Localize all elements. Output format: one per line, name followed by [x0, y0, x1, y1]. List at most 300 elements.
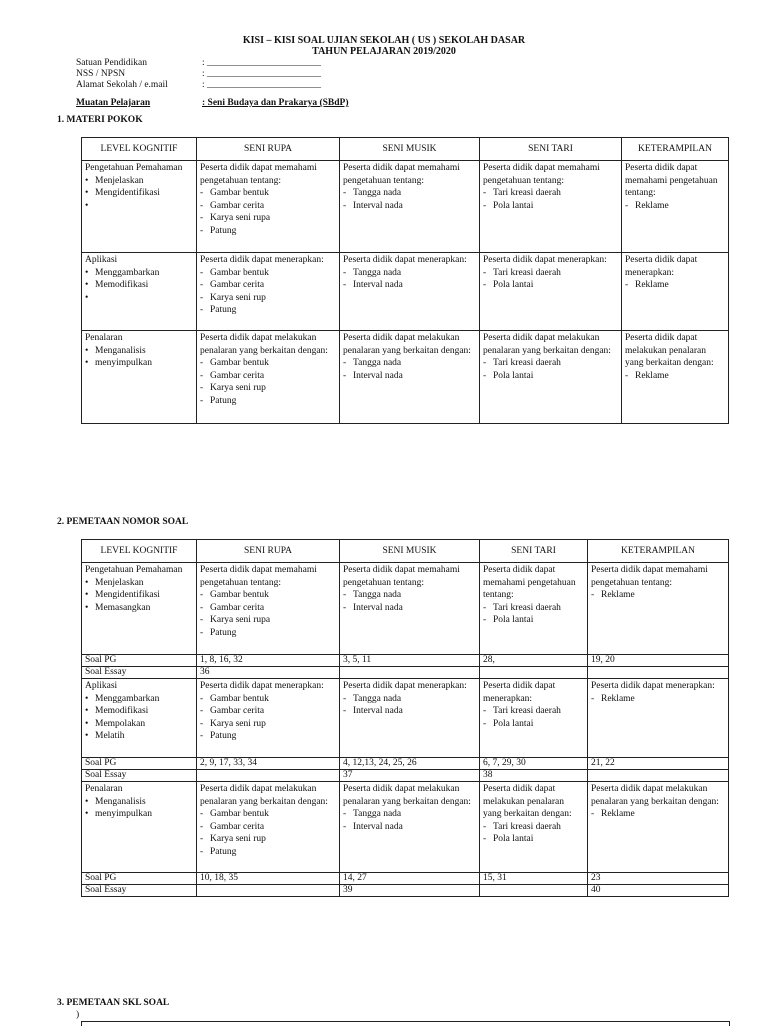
soal-pg-row	[82, 873, 729, 885]
list-item-text: Pola lantai	[493, 200, 534, 211]
keterampilan-cell	[622, 161, 729, 253]
soal-pg-seni-musik: 3, 5, 11	[340, 655, 480, 667]
list-item-text: Tari kreasi daerah	[493, 602, 561, 613]
list-item	[200, 370, 336, 383]
seni-musik-cell	[340, 563, 480, 655]
soal-essay-keterampilan	[588, 770, 729, 782]
soal-essay-keterampilan	[588, 667, 729, 679]
soal-pg-seni-musik: 4, 12,13, 24, 25, 26	[340, 758, 480, 770]
list-item	[200, 225, 336, 238]
list-item-text: Gambar cerita	[210, 200, 265, 211]
list-item	[200, 292, 336, 305]
list-item	[343, 357, 476, 370]
table-row	[82, 331, 729, 424]
dash-icon: -	[343, 693, 347, 704]
cell-intro: Peserta didik dapat menerapkan:	[200, 255, 324, 265]
dash-icon: -	[200, 358, 204, 369]
list-item	[85, 175, 193, 188]
dash-icon: -	[343, 358, 347, 369]
dash-icon: -	[200, 383, 204, 394]
soal-pg-keterampilan: 19, 20	[588, 655, 729, 667]
list-item	[200, 395, 336, 408]
list-item	[85, 577, 193, 590]
list-item-text: Reklame	[635, 370, 669, 381]
dash-icon: -	[200, 188, 204, 199]
list-item	[625, 370, 725, 383]
list-item	[200, 614, 336, 627]
dash-icon: -	[483, 280, 487, 291]
cell-intro: Peserta didik dapat melakukan penalaran yang berkaitan dengan:	[591, 784, 719, 807]
list-item	[200, 187, 336, 200]
list-item	[85, 345, 193, 358]
list-item	[343, 602, 476, 615]
list-item-text: Tangga nada	[353, 590, 402, 601]
list-item-text: Tangga nada	[353, 267, 402, 278]
list-item-text: Tangga nada	[353, 358, 402, 369]
list-item-text: Interval nada	[353, 602, 403, 613]
list-item-text: Menggambarkan	[95, 267, 160, 278]
list-item	[200, 833, 336, 846]
cell-intro: Peserta didik dapat menerapkan:	[483, 255, 607, 265]
bullet-icon: •	[85, 358, 89, 369]
section-2-heading: 2. PEMETAAN NOMOR SOAL	[57, 517, 189, 527]
list-item-text: Patung	[210, 225, 237, 236]
list-item	[591, 589, 725, 602]
dash-icon: -	[200, 305, 204, 316]
dash-icon: -	[200, 602, 204, 613]
soal-essay-row	[82, 770, 729, 782]
list-item	[343, 705, 476, 718]
dash-icon: -	[200, 615, 204, 626]
seni-rupa-cell	[197, 782, 340, 873]
materi-pokok-table	[81, 137, 729, 424]
bullet-icon: •	[85, 188, 89, 199]
list-item-text: Patung	[210, 395, 237, 406]
list-item-text: Mempolakan	[95, 718, 146, 729]
list-item-text: Memodifikasi	[95, 706, 149, 717]
list-item	[200, 627, 336, 640]
dash-icon: -	[483, 706, 487, 717]
list-item-text: Tangga nada	[353, 809, 402, 820]
cell-intro: Peserta didik dapat memahami pengetahuan tentang:	[343, 565, 460, 588]
soal-essay-label: Soal Essay	[82, 667, 197, 679]
list-item-text: Tari kreasi daerah	[493, 188, 561, 199]
list-item	[200, 304, 336, 317]
list-item	[483, 279, 618, 292]
dash-icon: -	[200, 200, 204, 211]
dash-icon: -	[200, 821, 204, 832]
list-item	[483, 614, 584, 627]
seni-tari-cell	[480, 563, 588, 655]
keterampilan-cell	[622, 331, 729, 424]
level-title: Aplikasi	[85, 681, 118, 691]
dash-icon: -	[343, 267, 347, 278]
soal-pg-keterampilan: 23	[588, 873, 729, 885]
list-item-text: Gambar cerita	[210, 370, 265, 381]
level-cell	[82, 253, 197, 331]
bullet-icon: •	[85, 280, 89, 291]
list-item-text: Pola lantai	[493, 370, 534, 381]
dash-icon: -	[200, 809, 204, 820]
list-item-text: Reklame	[635, 200, 669, 211]
list-item-text: Gambar cerita	[210, 602, 265, 613]
header-seni-tari: SENI TARI	[480, 138, 622, 161]
list-item	[85, 292, 193, 305]
cell-intro: Peserta didik dapat menerapkan:	[483, 681, 556, 704]
list-item-text: Karya seni rup	[210, 292, 266, 303]
cell-intro: Peserta didik dapat melakukan penalaran yang berkaitan dengan:	[343, 784, 471, 807]
soal-pg-seni-rupa: 2, 9, 17, 33, 34	[197, 758, 340, 770]
list-item-text: Gambar bentuk	[210, 188, 269, 199]
list-item	[200, 357, 336, 370]
level-title: Pengetahuan Pemahaman	[85, 163, 183, 173]
list-item	[200, 808, 336, 821]
keterampilan-cell	[622, 253, 729, 331]
list-item	[343, 693, 476, 706]
seni-tari-cell	[480, 253, 622, 331]
section-3-subtext: )	[76, 1010, 80, 1020]
pemetaan-nomor-soal-table	[81, 539, 729, 897]
dash-icon: -	[343, 370, 347, 381]
cell-intro: Peserta didik dapat melakukan penalaran yang berkaitan dengan:	[200, 333, 328, 356]
seni-musik-cell	[340, 253, 480, 331]
list-item	[85, 357, 193, 370]
list-item	[85, 693, 193, 706]
level-cell	[82, 782, 197, 873]
field-label-alamat: Alamat Sekolah / e.mail	[76, 80, 168, 90]
cell-intro: Peserta didik dapat melakukan penalaran yang berkaitan dengan:	[200, 784, 328, 807]
list-item-text: Menganalisis	[95, 796, 146, 807]
list-item	[343, 821, 476, 834]
soal-essay-row	[82, 667, 729, 679]
dash-icon: -	[483, 370, 487, 381]
dash-icon: -	[343, 809, 347, 820]
header-level-kognitif: LEVEL KOGNITIF	[82, 540, 197, 563]
list-item-text: Menjelaskan	[95, 577, 144, 588]
list-item	[591, 808, 725, 821]
bullet-icon: •	[85, 175, 89, 186]
list-item	[200, 267, 336, 280]
list-item	[483, 705, 584, 718]
dash-icon: -	[200, 731, 204, 742]
list-item-text: Interval nada	[353, 706, 403, 717]
list-item-text: Mengidentifikasi	[95, 188, 160, 199]
list-item	[200, 821, 336, 834]
keterampilan-cell	[588, 782, 729, 873]
bullet-icon: •	[85, 718, 89, 729]
seni-tari-cell	[480, 679, 588, 758]
header-keterampilan: KETERAMPILAN	[588, 540, 729, 563]
bullet-icon: •	[85, 706, 89, 717]
list-item-text: Mengidentifikasi	[95, 590, 160, 601]
list-item	[200, 705, 336, 718]
dash-icon: -	[483, 602, 487, 613]
dash-icon: -	[483, 200, 487, 211]
dash-icon: -	[343, 188, 347, 199]
cell-intro: Peserta didik dapat melakukan penalaran yang berkaitan dengan:	[625, 333, 714, 369]
dash-icon: -	[200, 280, 204, 291]
table-row	[82, 563, 729, 655]
list-item-text: Interval nada	[353, 821, 403, 832]
dash-icon: -	[483, 834, 487, 845]
list-item-text: Patung	[210, 305, 237, 316]
seni-musik-cell	[340, 679, 480, 758]
soal-essay-row	[82, 885, 729, 897]
bullet-icon: •	[85, 577, 89, 588]
soal-pg-row	[82, 655, 729, 667]
list-item	[200, 846, 336, 859]
cell-intro: Peserta didik dapat melakukan penalaran yang berkaitan dengan:	[483, 784, 572, 820]
list-item	[483, 833, 584, 846]
cell-intro: Peserta didik dapat memahami pengetahuan tentang:	[625, 163, 718, 199]
list-item	[343, 187, 476, 200]
cell-intro: Peserta didik dapat memahami pengetahuan tentang:	[483, 565, 576, 601]
dash-icon: -	[200, 590, 204, 601]
list-item-text: Menjelaskan	[95, 175, 144, 186]
list-item-text: Reklame	[601, 590, 635, 601]
cell-intro: Peserta didik dapat melakukan penalaran yang berkaitan dengan:	[343, 333, 471, 356]
list-item	[85, 267, 193, 280]
dash-icon: -	[343, 706, 347, 717]
list-item-text: Gambar bentuk	[210, 809, 269, 820]
list-item-text: Reklame	[601, 693, 635, 704]
soal-pg-label: Soal PG	[82, 655, 197, 667]
list-item	[85, 808, 193, 821]
dash-icon: -	[483, 188, 487, 199]
dash-icon: -	[343, 200, 347, 211]
soal-pg-seni-tari: 28,	[480, 655, 588, 667]
dash-icon: -	[343, 602, 347, 613]
list-item	[343, 808, 476, 821]
table-header-row	[82, 138, 729, 161]
dash-icon: -	[200, 370, 204, 381]
dash-icon: -	[625, 200, 629, 211]
list-item	[483, 187, 618, 200]
list-item	[483, 267, 618, 280]
list-item-text: Gambar cerita	[210, 706, 265, 717]
soal-pg-keterampilan: 21, 22	[588, 758, 729, 770]
dash-icon: -	[200, 267, 204, 278]
list-item	[85, 705, 193, 718]
dash-icon: -	[591, 590, 595, 601]
bullet-icon: •	[85, 590, 89, 601]
dash-icon: -	[200, 292, 204, 303]
list-item-text: Memodifikasi	[95, 280, 149, 291]
muatan-label: Muatan Pelajaran	[76, 98, 151, 108]
level-cell	[82, 161, 197, 253]
dash-icon: -	[625, 280, 629, 291]
cell-intro: Peserta didik dapat menerapkan:	[200, 681, 324, 691]
list-item	[343, 370, 476, 383]
list-item	[483, 821, 584, 834]
seni-musik-cell	[340, 782, 480, 873]
bullet-icon: •	[85, 693, 89, 704]
seni-musik-cell	[340, 331, 480, 424]
keterampilan-cell	[588, 563, 729, 655]
document-title: KISI – KISI SOAL UJIAN SEKOLAH ( US ) SEKOLAH DASAR	[242, 35, 526, 46]
soal-essay-label: Soal Essay	[82, 770, 197, 782]
header-seni-rupa: SENI RUPA	[197, 138, 340, 161]
list-item-text: Patung	[210, 731, 237, 742]
list-item-text: Pola lantai	[493, 834, 534, 845]
list-item	[591, 693, 725, 706]
list-item	[483, 200, 618, 213]
dash-icon: -	[200, 225, 204, 236]
level-title: Aplikasi	[85, 255, 118, 265]
list-item	[200, 718, 336, 731]
list-item	[200, 279, 336, 292]
dash-icon: -	[200, 395, 204, 406]
cell-intro: Peserta didik dapat menerapkan:	[625, 255, 698, 278]
table-header-row	[82, 540, 729, 563]
list-item-text: Interval nada	[353, 200, 403, 211]
dash-icon: -	[200, 846, 204, 857]
cell-intro: Peserta didik dapat memahami pengetahuan tentang:	[483, 163, 600, 186]
soal-essay-seni-rupa: 36	[197, 667, 340, 679]
soal-essay-seni-musik: 39	[340, 885, 480, 897]
list-item-text: Pola lantai	[493, 280, 534, 291]
soal-pg-seni-tari: 6, 7, 29, 30	[480, 758, 588, 770]
list-item-text: Tangga nada	[353, 693, 402, 704]
field-label-nss: NSS / NPSN	[76, 69, 126, 79]
list-item-text: Gambar bentuk	[210, 358, 269, 369]
seni-tari-cell	[480, 331, 622, 424]
level-title: Penalaran	[85, 333, 123, 343]
header-seni-musik: SENI MUSIK	[340, 540, 480, 563]
list-item	[85, 279, 193, 292]
list-item-text: menyimpulkan	[95, 809, 152, 820]
level-title: Pengetahuan Pemahaman	[85, 565, 183, 575]
list-item	[85, 589, 193, 602]
header-keterampilan: KETERAMPILAN	[622, 138, 729, 161]
cell-intro: Peserta didik dapat memahami pengetahuan tentang:	[200, 163, 317, 186]
list-item	[200, 602, 336, 615]
seni-musik-cell	[340, 161, 480, 253]
list-item	[483, 602, 584, 615]
list-item-text: Karya seni rupa	[210, 615, 271, 626]
list-item-text: Memasangkan	[95, 602, 151, 613]
dash-icon: -	[625, 370, 629, 381]
cell-intro: Peserta didik dapat melakukan penalaran yang berkaitan dengan:	[483, 333, 611, 356]
list-item-text: Tari kreasi daerah	[493, 267, 561, 278]
list-item	[343, 267, 476, 280]
soal-essay-seni-tari: 38	[480, 770, 588, 782]
soal-pg-label: Soal PG	[82, 758, 197, 770]
header-seni-musik: SENI MUSIK	[340, 138, 480, 161]
list-item	[85, 200, 193, 213]
bullet-icon: •	[85, 731, 89, 742]
field-label-satuan: Satuan Pendidikan	[76, 58, 147, 68]
level-cell	[82, 331, 197, 424]
list-item-text: Gambar cerita	[210, 280, 265, 291]
seni-rupa-cell	[197, 161, 340, 253]
list-item-text: Gambar bentuk	[210, 267, 269, 278]
list-item-text: Menggambarkan	[95, 693, 160, 704]
list-item	[200, 200, 336, 213]
list-item-text: Patung	[210, 846, 237, 857]
list-item-text: Karya seni rup	[210, 718, 266, 729]
soal-pg-seni-rupa: 1, 8, 16, 32	[197, 655, 340, 667]
list-item	[343, 279, 476, 292]
list-item	[200, 589, 336, 602]
list-item-text: Interval nada	[353, 370, 403, 381]
list-item-text: Karya seni rupa	[210, 213, 271, 224]
soal-pg-seni-tari: 15, 31	[480, 873, 588, 885]
list-item-text: Reklame	[635, 280, 669, 291]
list-item	[343, 200, 476, 213]
dash-icon: -	[483, 267, 487, 278]
cell-intro: Peserta didik dapat menerapkan:	[591, 681, 715, 691]
list-item-text: Tari kreasi daerah	[493, 358, 561, 369]
seni-tari-cell	[480, 161, 622, 253]
level-title: Penalaran	[85, 784, 123, 794]
dash-icon: -	[483, 358, 487, 369]
dash-icon: -	[200, 834, 204, 845]
list-item-text: Tari kreasi daerah	[493, 821, 561, 832]
field-value-alamat: : ________________________	[202, 80, 322, 90]
table-row	[82, 782, 729, 873]
list-item-text: Tangga nada	[353, 188, 402, 199]
soal-pg-seni-rupa: 10, 18, 35	[197, 873, 340, 885]
list-item	[200, 693, 336, 706]
header-seni-rupa: SENI RUPA	[197, 540, 340, 563]
cell-intro: Peserta didik dapat menerapkan:	[343, 255, 467, 265]
cell-intro: Peserta didik dapat menerapkan:	[343, 681, 467, 691]
list-item-text: Karya seni rup	[210, 834, 266, 845]
seni-rupa-cell	[197, 679, 340, 758]
document-subtitle: TAHUN PELAJARAN 2019/2020	[312, 46, 456, 57]
list-item	[85, 187, 193, 200]
field-value-nss: : ________________________	[202, 69, 322, 79]
list-item-text: Karya seni rup	[210, 383, 266, 394]
list-item	[200, 730, 336, 743]
list-item	[200, 382, 336, 395]
list-item-text: Tari kreasi daerah	[493, 706, 561, 717]
list-item	[483, 718, 584, 731]
muatan-value: : Seni Budaya dan Prakarya (SBdP)	[202, 98, 349, 108]
list-item-text: Gambar bentuk	[210, 693, 269, 704]
keterampilan-cell	[588, 679, 729, 758]
list-item	[483, 357, 618, 370]
list-item	[200, 212, 336, 225]
soal-essay-seni-musik	[340, 667, 480, 679]
dash-icon: -	[200, 213, 204, 224]
dash-icon: -	[483, 821, 487, 832]
table-row	[82, 679, 729, 758]
bullet-icon: •	[85, 267, 89, 278]
list-item-text: Pola lantai	[493, 718, 534, 729]
list-item	[85, 718, 193, 731]
list-item	[343, 589, 476, 602]
dash-icon: -	[591, 809, 595, 820]
seni-tari-cell	[480, 782, 588, 873]
header-seni-tari: SENI TARI	[480, 540, 588, 563]
list-item-text: Melatih	[95, 731, 125, 742]
bullet-icon: •	[85, 345, 89, 356]
list-item	[85, 602, 193, 615]
soal-essay-seni-rupa	[197, 770, 340, 782]
cell-intro: Peserta didik dapat memahami pengetahuan tentang:	[200, 565, 317, 588]
header-level-kognitif: LEVEL KOGNITIF	[82, 138, 197, 161]
dash-icon: -	[343, 280, 347, 291]
bullet-icon: •	[85, 796, 89, 807]
cell-intro: Peserta didik dapat memahami pengetahuan tentang:	[343, 163, 460, 186]
list-item	[625, 279, 725, 292]
section-3-heading: 3. PEMETAAN SKL SOAL	[57, 998, 170, 1008]
list-item-text: Patung	[210, 627, 237, 638]
soal-essay-seni-tari	[480, 667, 588, 679]
soal-pg-label: Soal PG	[82, 873, 197, 885]
